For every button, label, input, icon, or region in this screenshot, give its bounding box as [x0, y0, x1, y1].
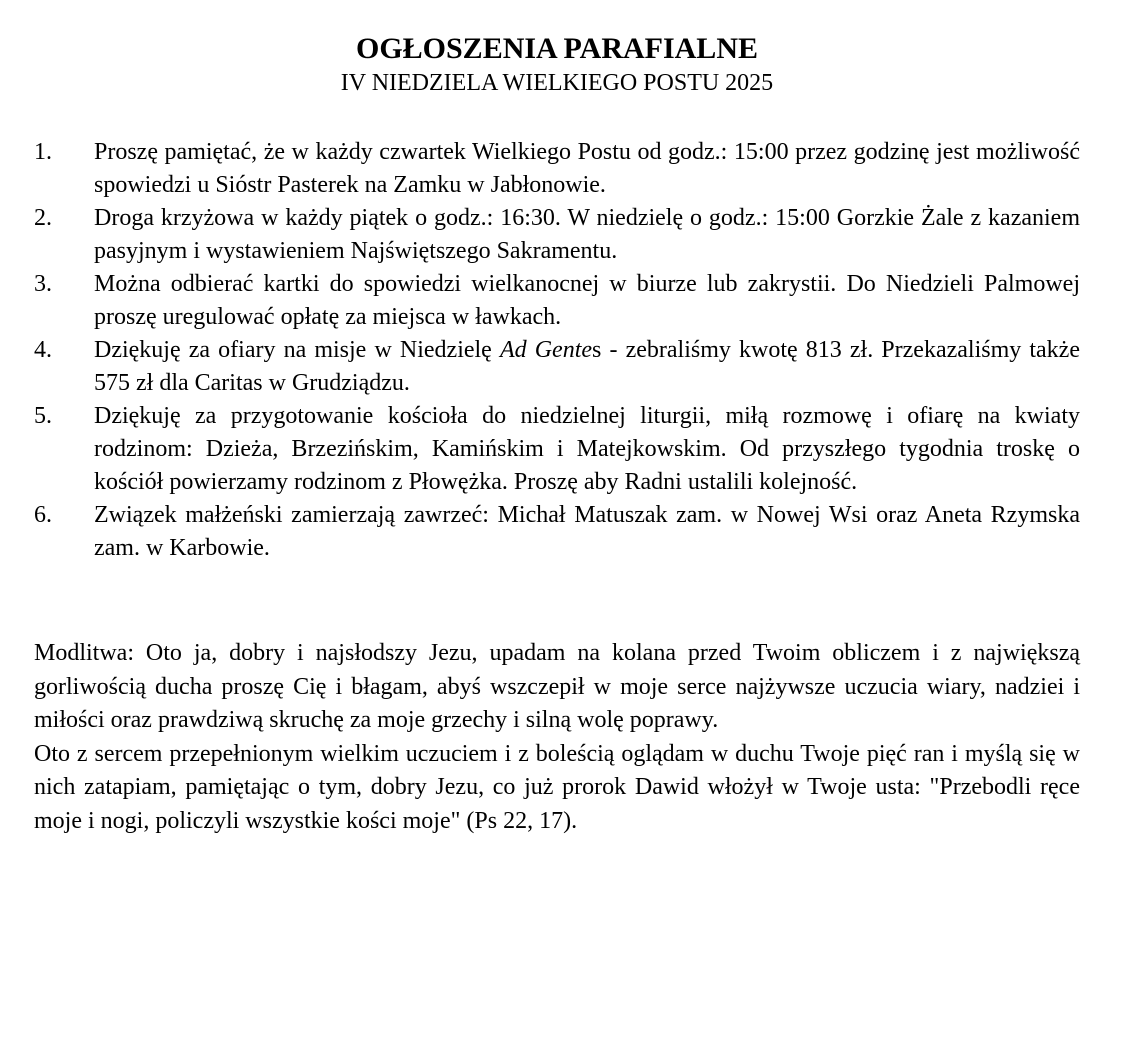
list-item: [34, 499, 1080, 565]
item-text: Droga krzyżowa w każdy piątek o godz.: 16:30. W niedzielę o godz.: 15:00 Gorzkie Żale z kazaniem pasyjnym i wystawieniem Najświętszego Sakramentu.: [94, 205, 1080, 264]
item-text: Dziękuję za przygotowanie kościoła do niedzielnej liturgii, miłą rozmowę i ofiarę na kwiaty rodzinom: Dzieża, Brzezińskim, Kamińskim i Matejkowskim. Od przyszłego tygodnia troskę o kościół powierzamy rodzinom z Płowężka. Proszę aby Radni ustalili kolejność.: [94, 403, 1080, 495]
announcements-list: [34, 136, 1080, 565]
list-item: [34, 334, 1080, 400]
prayer-paragraph: Oto z sercem przepełnionym wielkim uczuciem i z boleścią oglądam w duchu Twoje pięć ran i myślą się w nich zatapiam, pamiętając o tym, dobry Jezu, co już prorok Dawid włożył w Twoje usta: "Przebodli ręce moje i nogi, policzyli wszystkie kości moje" (Ps 22, 17).: [34, 740, 1080, 834]
item-number: 4.: [34, 337, 52, 363]
page-title: OGŁOSZENIA PARAFIALNE: [355, 32, 758, 65]
item-number: 2.: [34, 205, 52, 231]
page-subtitle: IV NIEDZIELA WIELKIEGO POSTU 2025: [340, 70, 774, 96]
item-text: Proszę pamiętać, że w każdy czwartek Wielkiego Postu od godz.: 15:00 przez godzinę jest możliwość spowiedzi u Sióstr Pasterek na Zamku w Jabłonowie.: [94, 139, 1080, 198]
prayer-section: [34, 637, 1080, 838]
list-item: [34, 202, 1080, 268]
item-text-italic: Ad Gente: [499, 337, 593, 363]
item-text: Można odbierać kartki do spowiedzi wielkanocnej w biurze lub zakrystii. Do Niedzieli Palmowej proszę uregulować opłatę za miejsca w ławkach.: [94, 271, 1080, 330]
item-text-before: Dziękuję za ofiary na misje w Niedzielę: [94, 337, 500, 363]
list-item: [34, 268, 1080, 334]
item-number: 3.: [34, 271, 52, 297]
list-item: [34, 136, 1080, 202]
prayer-paragraph: Modlitwa: Oto ja, dobry i najsłodszy Jezu, upadam na kolana przed Twoim obliczem i z największą gorliwością ducha proszę Cię i błagam, abyś wszczepił w moje serce najżywsze uczucia wiary, nadziei i miłości oraz prawdziwą skruchę za moje grzechy i silną wolę poprawy.: [34, 640, 1080, 733]
item-number: 1.: [34, 139, 52, 165]
item-text: Związek małżeński zamierzają zawrzeć: Michał Matuszak zam. w Nowej Wsi oraz Aneta Rzymska zam. w Karbowie.: [94, 502, 1080, 561]
item-text-after: s - zebraliśmy kwotę 813 zł. Przekazaliśmy także 575 zł dla Caritas w Grudziądzu.: [94, 337, 1080, 396]
item-number: 5.: [34, 403, 52, 429]
list-item: [34, 400, 1080, 499]
document-page: [34, 30, 1080, 838]
item-number: 6.: [34, 502, 52, 528]
